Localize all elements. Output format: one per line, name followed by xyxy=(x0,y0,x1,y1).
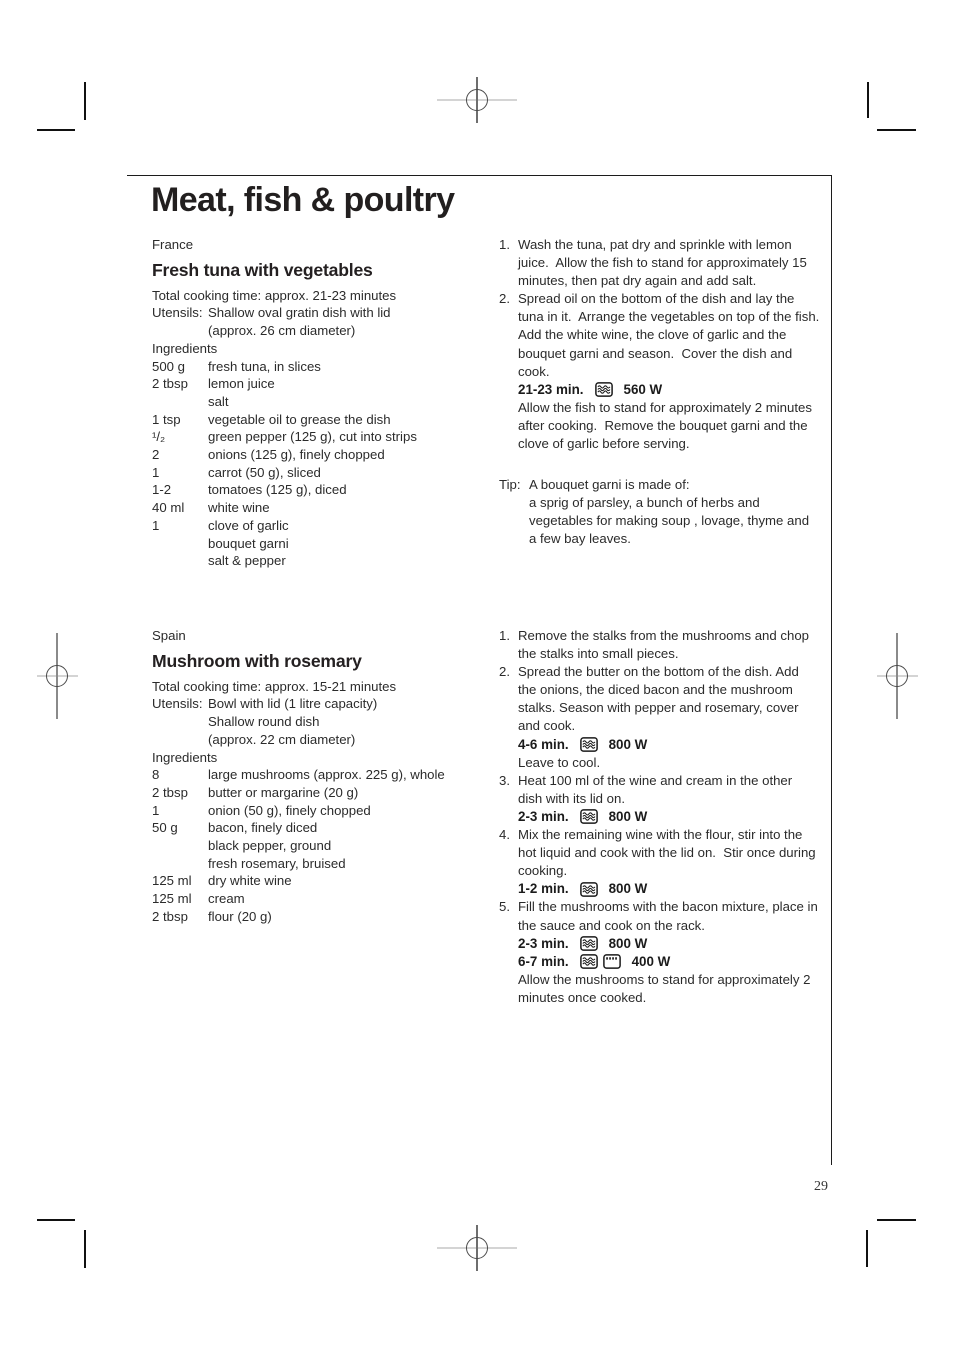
microwave-icon xyxy=(580,737,598,752)
ingredients-label: Ingredients xyxy=(152,749,218,765)
page-number: 29 xyxy=(814,1179,828,1194)
power-setting-line xyxy=(518,935,820,953)
ingredient-row xyxy=(152,464,499,482)
ingredient-quantity: 40 ml xyxy=(152,500,185,516)
ingredient-name: lemon juice xyxy=(208,376,275,392)
ingredients-table xyxy=(152,766,499,925)
grill-icon xyxy=(603,954,621,969)
recipe-total-time: Total cooking time: approx. 15-21 minutes xyxy=(152,678,397,694)
ingredient-row xyxy=(152,890,499,908)
ingredient-row xyxy=(152,908,499,926)
tip-line: a sprig of parsley, a bunch of herbs and vegetables for making soup , lovage, thyme and a few bay leaves. xyxy=(529,495,813,547)
power-watts: 800 W xyxy=(608,881,648,897)
cook-time: 2-3 min. xyxy=(518,808,569,824)
ingredient-quantity: ¹/₂ xyxy=(152,429,166,445)
power-watts: 560 W xyxy=(623,381,663,397)
step-note: Leave to cool. xyxy=(518,754,601,770)
utensils-label: Utensils: xyxy=(152,696,203,712)
ingredient-name: green pepper (125 g), cut into strips xyxy=(208,429,417,445)
cook-time: 2-3 min. xyxy=(518,935,569,951)
step-note: Allow the mushrooms to stand for approximately 2 minutes once cooked. xyxy=(518,971,815,1005)
step-number: 4. xyxy=(499,827,510,843)
ingredient-name: salt & pepper xyxy=(208,553,286,569)
ingredient-quantity: 2 tbsp xyxy=(152,376,188,392)
power-icons xyxy=(580,954,621,969)
power-icons xyxy=(580,936,598,951)
step-number: 3. xyxy=(499,772,510,788)
ingredient-row xyxy=(152,393,499,411)
ingredient-name: vegetable oil to grease the dish xyxy=(208,411,391,427)
step-body xyxy=(518,663,820,772)
step-row xyxy=(499,663,820,772)
step-body xyxy=(518,772,820,826)
crop-mark xyxy=(866,1230,868,1267)
step-number: 1. xyxy=(499,237,510,252)
ingredient-name: carrot (50 g), sliced xyxy=(208,464,321,480)
ingredient-quantity: 1 tsp xyxy=(152,411,181,427)
utensils-lines xyxy=(208,695,377,748)
recipe-utensils xyxy=(152,304,499,339)
microwave-icon xyxy=(595,382,613,397)
recipe-section xyxy=(152,627,820,1007)
step-text: Mix the remaining wine with the flour, stir into the hot liquid and cook with the lid on. Stir once during cooking. xyxy=(518,827,820,879)
ingredient-row xyxy=(152,517,499,535)
ingredient-row xyxy=(152,358,499,376)
ingredient-row xyxy=(152,872,499,890)
ingredient-quantity: 50 g xyxy=(152,820,178,836)
recipe-title: Mushroom with rosemary xyxy=(152,650,362,671)
ingredient-quantity: 125 ml xyxy=(152,891,192,907)
ingredient-quantity xyxy=(152,552,208,570)
step-row xyxy=(499,826,820,898)
power-setting-line xyxy=(518,880,820,898)
ingredients-label: Ingredients xyxy=(152,340,218,356)
cook-time: 6-7 min. xyxy=(518,953,569,969)
ingredient-name: clove of garlic xyxy=(208,517,289,533)
step-row xyxy=(499,898,820,1007)
ingredient-name: bacon, finely diced xyxy=(208,820,318,836)
ingredient-row xyxy=(152,535,499,553)
ingredient-row xyxy=(152,428,499,446)
power-icons xyxy=(580,809,598,824)
recipe-tip xyxy=(499,476,820,548)
step-body xyxy=(518,236,820,290)
page-title: Meat, fish & poultry xyxy=(151,181,455,219)
step-text: Spread oil on the bottom of the dish and lay the tuna in it. Arrange the vegetables on top of the fish. Add the white wine, the clove of garlic and the bouquet garni and season. Cover the dish and cook. xyxy=(518,291,826,379)
ingredient-row xyxy=(152,446,499,464)
ingredient-name: fresh rosemary, bruised xyxy=(208,855,346,871)
microwave-icon xyxy=(580,809,598,824)
power-icons xyxy=(580,737,598,752)
step-body xyxy=(518,898,820,1007)
step-text: Wash the tuna, pat dry and sprinkle with lemon juice. Allow the fish to stand for approximately 15 minutes, then pat dry again and add salt. xyxy=(518,237,811,289)
power-setting-line xyxy=(518,381,820,399)
ingredient-row xyxy=(152,411,499,429)
crop-mark xyxy=(877,1219,916,1221)
tip-body xyxy=(529,476,820,548)
step-body xyxy=(518,826,820,898)
ingredient-name: butter or margarine (20 g) xyxy=(208,784,359,800)
step-row xyxy=(499,772,820,826)
ingredient-quantity: 2 xyxy=(152,447,160,463)
steps-list xyxy=(499,627,820,1007)
crop-mark xyxy=(37,129,75,131)
step-note: Allow the fish to stand for approximately 2 minutes after cooking. Remove the bouquet garni and the clove of garlic before serving. xyxy=(518,399,816,452)
crop-mark xyxy=(37,1219,75,1221)
ingredient-row xyxy=(152,819,499,837)
recipe-country: France xyxy=(152,237,194,252)
recipe-left-column xyxy=(152,236,499,570)
ingredient-name: dry white wine xyxy=(208,873,292,889)
ingredient-name: fresh tuna, in slices xyxy=(208,358,321,374)
ingredient-quantity: 1-2 xyxy=(152,482,172,498)
utensil-line: Bowl with lid (1 litre capacity) xyxy=(208,696,378,712)
recipe-country: Spain xyxy=(152,628,186,643)
crop-mark xyxy=(877,129,916,131)
step-text: Spread the butter on the bottom of the dish. Add the onions, the diced bacon and the mushroom stalks. Season with pepper and rosemary, cover and cook. xyxy=(518,664,803,734)
ingredient-quantity xyxy=(152,393,208,411)
recipe-left-column xyxy=(152,627,499,926)
power-watts: 400 W xyxy=(631,953,671,969)
ingredient-quantity xyxy=(152,855,208,873)
ingredient-name: onion (50 g), finely chopped xyxy=(208,802,371,818)
crop-mark xyxy=(84,1230,86,1268)
ingredient-row xyxy=(152,481,499,499)
ingredient-row xyxy=(152,802,499,820)
utensil-line: (approx. 22 cm diameter) xyxy=(208,731,356,747)
step-text: Remove the stalks from the mushrooms and chop the stalks into small pieces. xyxy=(518,628,813,662)
ingredient-quantity: 1 xyxy=(152,802,160,818)
utensil-line: Shallow oval gratin dish with lid xyxy=(208,305,391,321)
steps-list xyxy=(499,236,826,453)
step-number: 2. xyxy=(499,664,510,680)
recipe-utensils xyxy=(152,695,499,748)
power-watts: 800 W xyxy=(608,736,648,752)
step-row xyxy=(499,290,826,453)
step-row xyxy=(499,627,820,663)
power-setting-line xyxy=(518,736,820,754)
crop-mark xyxy=(84,82,86,120)
ingredient-row xyxy=(152,499,499,517)
step-text: Fill the mushrooms with the bacon mixture, place in the sauce and cook on the rack. xyxy=(518,899,822,933)
ingredient-row xyxy=(152,855,499,873)
ingredient-name: cream xyxy=(208,891,245,907)
utensils-lines xyxy=(208,304,391,339)
step-body xyxy=(518,627,820,663)
step-number: 5. xyxy=(499,899,510,915)
recipe-total-time: Total cooking time: approx. 21-23 minutes xyxy=(152,287,397,303)
recipe-steps-column xyxy=(499,236,826,549)
ingredient-row xyxy=(152,552,499,570)
power-setting-line xyxy=(518,953,820,971)
ingredient-name: flour (20 g) xyxy=(208,908,272,924)
ingredient-row xyxy=(152,837,499,855)
microwave-icon xyxy=(580,936,598,951)
ingredient-row xyxy=(152,784,499,802)
utensil-line: (approx. 26 cm diameter) xyxy=(208,323,356,339)
ingredients-table xyxy=(152,358,499,570)
ingredient-quantity: 500 g xyxy=(152,358,186,374)
ingredient-name: white wine xyxy=(208,500,270,516)
step-text: Heat 100 ml of the wine and cream in the other dish with its lid on. xyxy=(518,772,796,806)
ingredient-quantity: 8 xyxy=(152,767,160,783)
step-number: 2. xyxy=(499,291,510,307)
cook-time: 1-2 min. xyxy=(518,881,569,897)
ingredient-quantity: 2 tbsp xyxy=(152,784,188,800)
tip-line: A bouquet garni is made of: xyxy=(529,477,690,493)
recipe-title: Fresh tuna with vegetables xyxy=(152,259,373,280)
recipe-steps-column xyxy=(499,627,820,1007)
content-frame xyxy=(127,175,832,1165)
ingredient-quantity: 1 xyxy=(152,517,160,533)
cook-time: 4-6 min. xyxy=(518,736,569,752)
power-watts: 800 W xyxy=(608,935,648,951)
cook-time: 21-23 min. xyxy=(518,381,584,397)
ingredient-name: onions (125 g), finely chopped xyxy=(208,447,385,463)
ingredient-quantity: 125 ml xyxy=(152,873,192,889)
utensil-line: Shallow round dish xyxy=(208,714,320,730)
ingredient-row xyxy=(152,375,499,393)
ingredient-quantity: 2 tbsp xyxy=(152,908,188,924)
crop-mark xyxy=(867,82,869,118)
ingredient-name: black pepper, ground xyxy=(208,838,332,854)
ingredient-name: salt xyxy=(208,393,229,409)
ingredient-quantity xyxy=(152,535,208,553)
microwave-icon xyxy=(580,954,598,969)
power-icons xyxy=(580,882,598,897)
recipe-section xyxy=(152,236,826,570)
ingredient-name: large mushrooms (approx. 225 g), whole xyxy=(208,767,445,783)
step-number: 1. xyxy=(499,628,510,643)
utensils-label: Utensils: xyxy=(152,305,203,321)
power-watts: 800 W xyxy=(608,808,648,824)
ingredient-quantity: 1 xyxy=(152,464,160,480)
step-body xyxy=(518,290,826,453)
power-icons xyxy=(595,382,613,397)
ingredient-row xyxy=(152,766,499,784)
tip-label: Tip: xyxy=(499,477,521,493)
ingredient-quantity xyxy=(152,837,208,855)
microwave-icon xyxy=(580,882,598,897)
step-row xyxy=(499,236,820,290)
ingredient-name: bouquet garni xyxy=(208,535,289,551)
ingredient-name: tomatoes (125 g), diced xyxy=(208,482,347,498)
power-setting-line xyxy=(518,808,820,826)
